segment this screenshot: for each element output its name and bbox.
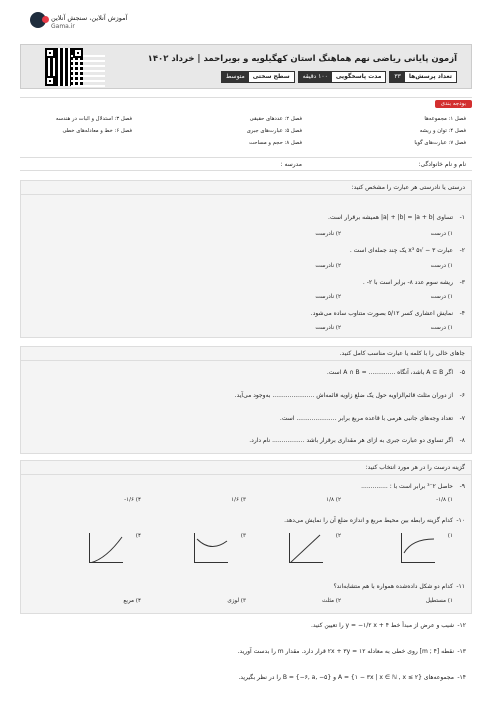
topics-panel — [20, 97, 472, 147]
option-1[interactable]: ۱) مستطیل — [425, 598, 453, 604]
section-header: جاهای خالی را با کلمه یا عبارت مناسب کامل کنید. — [21, 347, 471, 361]
topic-item: فصل ۷: عبارت‌های گویا — [414, 140, 466, 146]
question-text: ریشه سوم عدد ۸- برابر است با ۲- . — [362, 279, 453, 286]
topic-item: فصل ۶: خط و معادله‌های خطی — [62, 128, 132, 134]
option-true[interactable]: ۱) درست — [430, 231, 453, 237]
question-count-label: تعداد پرسش‌ها — [405, 72, 456, 82]
question-number: ۱۱- — [456, 583, 465, 590]
graph-option-4-icon — [89, 533, 123, 563]
topic-item: فصل ۲: عددهای حقیقی — [249, 116, 302, 122]
student-info — [20, 157, 472, 171]
question-number: ۳- — [459, 279, 465, 286]
exam-badges — [221, 71, 457, 83]
question-text: تساوی |a| + |b| = |a + b| همیشه برقرار است. — [328, 214, 453, 221]
option-2[interactable]: ۲) مثلث — [321, 598, 341, 604]
question-number: ۷- — [459, 415, 465, 422]
question-number: ۲- — [459, 247, 465, 254]
topic-item: فصل ۴: توان و ریشه — [419, 128, 466, 134]
question-number: ۱۳- — [457, 648, 466, 655]
question-number: ۸- — [459, 437, 465, 444]
question-number: ۱۲- — [457, 622, 466, 629]
multiple-choice-section — [20, 460, 472, 614]
difficulty-value: متوسط — [222, 72, 249, 82]
question-number: ۱۰- — [456, 517, 465, 524]
duration-badge — [298, 71, 387, 83]
question-text: عبارت ۳ − √۵ x³ یک چند جمله‌ای است . — [349, 247, 453, 254]
brand-url[interactable]: Gama.ir — [51, 23, 75, 30]
qr-code-icon — [45, 48, 83, 86]
question-number: ۶- — [459, 392, 465, 399]
topic-item: فصل ۵: عبارت‌های جبری — [246, 128, 302, 134]
question-text: کدام گزینه رابطه بین محیط مربع و اندازه ضلع آن را نمایش می‌دهد. — [284, 517, 453, 524]
topic-item: فصل ۳: استدلال و اثبات در هندسه — [55, 116, 132, 122]
fill-in-section — [20, 346, 472, 454]
duration-label: مدت پاسخگویی — [332, 72, 386, 82]
option-3[interactable]: ۳) ۱/۶ — [231, 497, 246, 503]
option-1[interactable]: ۱) — [447, 533, 453, 539]
question-text: حاصل ۲⁻³ برابر است با : .............. — [361, 483, 453, 490]
option-false[interactable]: ۲) نادرست — [315, 263, 341, 269]
question-text: مجموعه‌های A = {۱ − ۳x | x ∈ ℕ , x ≤ ۲} و B = {−۶, a, −۵} را در نظر بگیرید. — [238, 674, 454, 681]
option-4[interactable]: ۴) — [135, 533, 141, 539]
question-text: شیب و عرض از مبدأ خط y = −۱/۲ x + ۴ را تعیین کنید. — [310, 622, 454, 629]
topics-tag: بودجه بندی — [435, 100, 472, 108]
exam-header — [20, 44, 472, 89]
option-false[interactable]: ۲) نادرست — [315, 231, 341, 237]
question-text: نمایش اعشاری کسر ۵/۱۲ بصورت متناوب ساده می‌شود. — [310, 310, 453, 317]
question-number: ۱۴- — [457, 674, 466, 681]
question-count-value: ۳۳ — [390, 72, 404, 82]
question-number: ۹- — [459, 483, 465, 490]
question-number: ۴- — [459, 310, 465, 317]
option-false[interactable]: ۲) نادرست — [315, 325, 341, 331]
brand-bar — [0, 8, 496, 38]
question-text: از دوران مثلث قائم‌الزاویه حول یک ضلع زاویه قائمه‌اش ...................... به‌وجود می‌آید. — [234, 392, 453, 399]
school-label: مدرسه : — [280, 161, 302, 168]
difficulty-label: سطح سختی — [249, 72, 294, 82]
student-name-label: نام و نام خانوادگی: — [418, 161, 466, 168]
option-true[interactable]: ۱) درست — [430, 263, 453, 269]
exam-title: آزمون پایانی ریاضی نهم هماهنگ استان کهگیلویه و بویراحمد | خرداد ۱۴۰۲ — [147, 54, 457, 64]
question-text: کدام دو شکل داده‌شده همواره با هم متشابه‌اند؟ — [333, 583, 453, 590]
option-3[interactable]: ۳) — [240, 533, 246, 539]
graph-option-1-icon — [401, 533, 435, 563]
question-text: اگر A ⊆ B باشد، آنگاه .............. = A ∩ B است. — [326, 369, 453, 376]
gama-logo-icon — [30, 12, 46, 28]
option-4[interactable]: ۴) ۱/۶- — [124, 497, 141, 503]
topic-item: فصل ۱: مجموعه‌ها — [424, 116, 466, 122]
true-false-section — [20, 180, 472, 338]
question-text: اگر تساوی دو عبارت جبری به ازای هر مقداری برقرار باشد ................. نام دارد. — [249, 437, 453, 444]
section-header: درستی یا نادرستی هر عبارت را مشخص کنید: — [21, 181, 471, 195]
duration-value: ۱۰۰ دقیقه — [299, 72, 332, 82]
difficulty-badge — [221, 71, 295, 83]
option-true[interactable]: ۱) درست — [430, 294, 453, 300]
graph-option-3-icon — [194, 533, 228, 563]
option-false[interactable]: ۲) نادرست — [315, 294, 341, 300]
question-text: نقطه [m ; ۴] روی خطی به معادله ۱۲ = ۲x + ۳y قرار دارد. مقدار m را بدست آورید. — [237, 648, 454, 655]
option-1[interactable]: ۱) ۱/۸- — [436, 497, 453, 503]
question-number: ۱- — [459, 214, 465, 221]
graph-option-2-icon — [289, 533, 323, 563]
option-2[interactable]: ۲) — [335, 533, 341, 539]
question-number: ۵- — [459, 369, 465, 376]
option-4[interactable]: ۴) مربع — [123, 598, 141, 604]
option-3[interactable]: ۳) لوزی — [227, 598, 246, 604]
question-text: تعداد وجه‌های جانبی هرمی با قاعده مربع برابر ..................... است. — [279, 415, 453, 422]
question-count-badge — [389, 71, 457, 83]
section-header: گزینه درست را در هر مورد انتخاب کنید: — [21, 461, 471, 475]
open-questions — [20, 618, 472, 702]
topic-item: فصل ۸: حجم و مساحت — [249, 140, 302, 146]
option-true[interactable]: ۱) درست — [430, 325, 453, 331]
brand-name: آموزش آنلاین، سنجش آنلاین — [51, 14, 128, 22]
option-2[interactable]: ۲) ۱/۸ — [326, 497, 341, 503]
